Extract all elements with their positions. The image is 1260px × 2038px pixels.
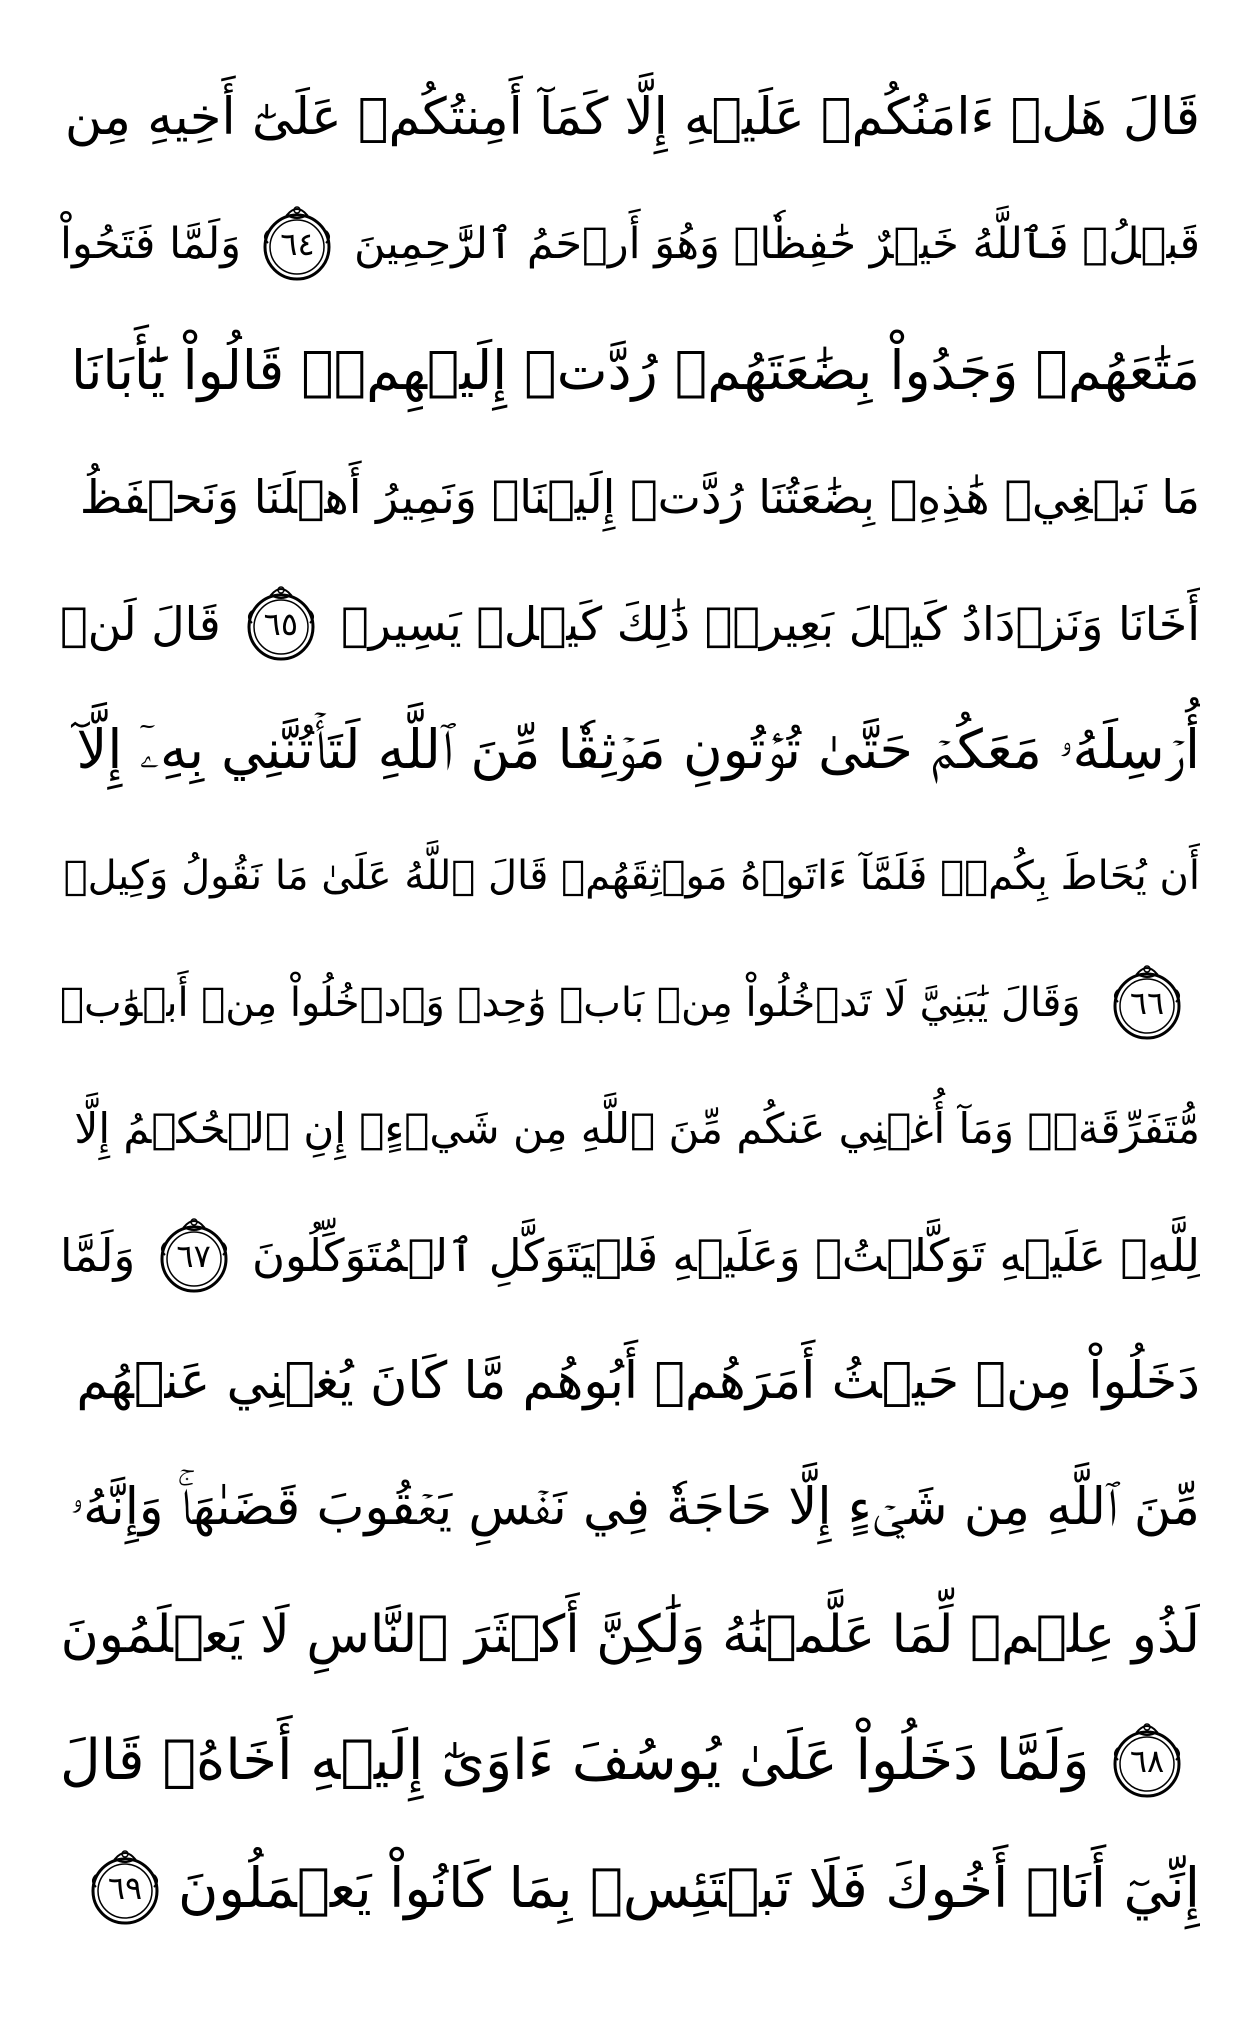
- verse-text: مَا نَبۡغِيۖ هَٰذِهِۦ بِضَٰعَتُنَا رُدَّتۡ إِلَيۡنَاۖ وَنَمِيرُ أَهۡلَنَا وَنَحۡفَظُ: [79, 470, 1200, 525]
- ayah-end-marker: [82, 1845, 168, 1931]
- verse-line: [60, 816, 1200, 936]
- verse-line: [60, 1196, 1200, 1316]
- ayah-number: ٦٦: [1129, 983, 1165, 1022]
- ayah-end-marker: [238, 581, 324, 667]
- verse-text: وَقَالَ يَٰبَنِيَّ لَا تَدۡخُلُواْ مِنۢ بَابٖ وَٰحِدٖ وَٱدۡخُلُواْ مِنۡ أَبۡوَٰبٖ: [60, 979, 1081, 1026]
- verse-text: قَالَ هَلۡ ءَامَنُكُمۡ عَلَيۡهِ إِلَّا كَمَآ أَمِنتُكُمۡ عَلَىٰٓ أَخِيهِ مِن: [64, 88, 1200, 147]
- verse-text: لِلَّهِۖ عَلَيۡهِ تَوَكَّلۡتُۖ وَعَلَيۡهِ فَلۡيَتَوَكَّلِ ٱلۡمُتَوَكِّلُونَ: [251, 1228, 1200, 1282]
- verse-text: مَتَٰعَهُمۡ وَجَدُواْ بِضَٰعَتَهُمۡ رُدَّتۡ إِلَيۡهِمۡۖ قَالُواْ يَٰٓأَبَانَا: [70, 338, 1200, 402]
- verse-line: [60, 1448, 1200, 1568]
- verse-text: دَخَلُواْ مِنۡ حَيۡثُ أَمَرَهُمۡ أَبُوهُم مَّا كَانَ يُغۡنِي عَنۡهُم: [76, 1352, 1200, 1411]
- verse-text: وَلَمَّا فَتَحُواْ: [60, 219, 241, 270]
- verse-text: مُّتَفَرِّقَةٖۖ وَمَآ أُغۡنِي عَنكُم مِّنَ ٱللَّهِ مِن شَيۡءٍۖ إِنِ ٱلۡحُكۡمُ إِلَّا: [74, 1104, 1200, 1154]
- ayah-end-marker: [1104, 1718, 1190, 1804]
- verse-text: لَذُو عِلۡمٖ لِّمَا عَلَّمۡنَٰهُ وَلَٰكِنَّ أَكۡثَرَ ٱلنَّاسِ لَا يَعۡلَمُونَ: [60, 1604, 1200, 1665]
- verse-text: إِنِّيٓ أَنَا۠ أَخُوكَ فَلَا تَبۡتَئِسۡ بِمَا كَانُواْ يَعۡمَلُونَ: [178, 1855, 1200, 1920]
- verse-line: [60, 184, 1200, 304]
- ayah-number: ٦٤: [280, 225, 315, 264]
- verse-text: وَلَمَّا دَخَلُواْ عَلَىٰ يُوسُفَ ءَاوَىٰٓ إِلَيۡهِ أَخَاهُۖ قَالَ: [60, 1728, 1090, 1794]
- ayah-number: ٦٧: [176, 1236, 211, 1275]
- verse-text: أَن يُحَاطَ بِكُمۡۖ فَلَمَّآ ءَاتَوۡهُ مَوۡثِقَهُمۡ قَالَ ٱللَّهُ عَلَىٰ مَا نَقُولُ وَكِيلٞ: [63, 853, 1200, 900]
- ayah-number: ٦٥: [263, 604, 299, 643]
- ayah-end-marker: [1104, 960, 1190, 1046]
- ayah-end-marker: [254, 201, 340, 287]
- verse-line: [60, 311, 1200, 431]
- verse-line: [60, 690, 1200, 810]
- verse-line: [60, 1701, 1200, 1821]
- mushaf-page: [60, 30, 1200, 2008]
- ayah-number: ٦٩: [107, 1868, 143, 1907]
- verse-line: [60, 1828, 1200, 1948]
- verse-line: [60, 58, 1200, 178]
- verse-line: [60, 943, 1200, 1063]
- verse-text: أُرۡسِلَهُۥ مَعَكُمۡ حَتَّىٰ تُؤۡتُونِ مَوۡثِقٗا مِّنَ ٱللَّهِ لَتَأۡتُنَّنِي بِهِۦٓ إِلَّآ: [76, 718, 1200, 781]
- verse-text: قَالَ لَنۡ: [60, 596, 221, 651]
- verse-text: وَلَمَّا: [60, 1228, 136, 1282]
- verse-text: مِّنَ ٱللَّهِ مِن شَيۡءٍ إِلَّا حَاجَةٗ فِي نَفۡسِ يَعۡقُوبَ قَضَىٰهَاۚ وَإِنَّهُۥ: [70, 1478, 1200, 1538]
- verse-line: [60, 1069, 1200, 1189]
- verse-line: [60, 1322, 1200, 1442]
- verse-line: [60, 564, 1200, 684]
- verse-text: قَبۡلُۖ فَٱللَّهُ خَيۡرٌ حَٰفِظٗاۖ وَهُوَ أَرۡحَمُ ٱلرَّٰحِمِينَ: [354, 219, 1200, 270]
- ayah-number: ٦٨: [1129, 1742, 1165, 1781]
- verse-line: [60, 1575, 1200, 1695]
- ayah-end-marker: [151, 1213, 237, 1299]
- verse-text: أَخَانَا وَنَزۡدَادُ كَيۡلَ بَعِيرٖۖ ذَٰلِكَ كَيۡلٞ يَسِيرٞ: [340, 596, 1200, 651]
- verse-line: [60, 437, 1200, 557]
